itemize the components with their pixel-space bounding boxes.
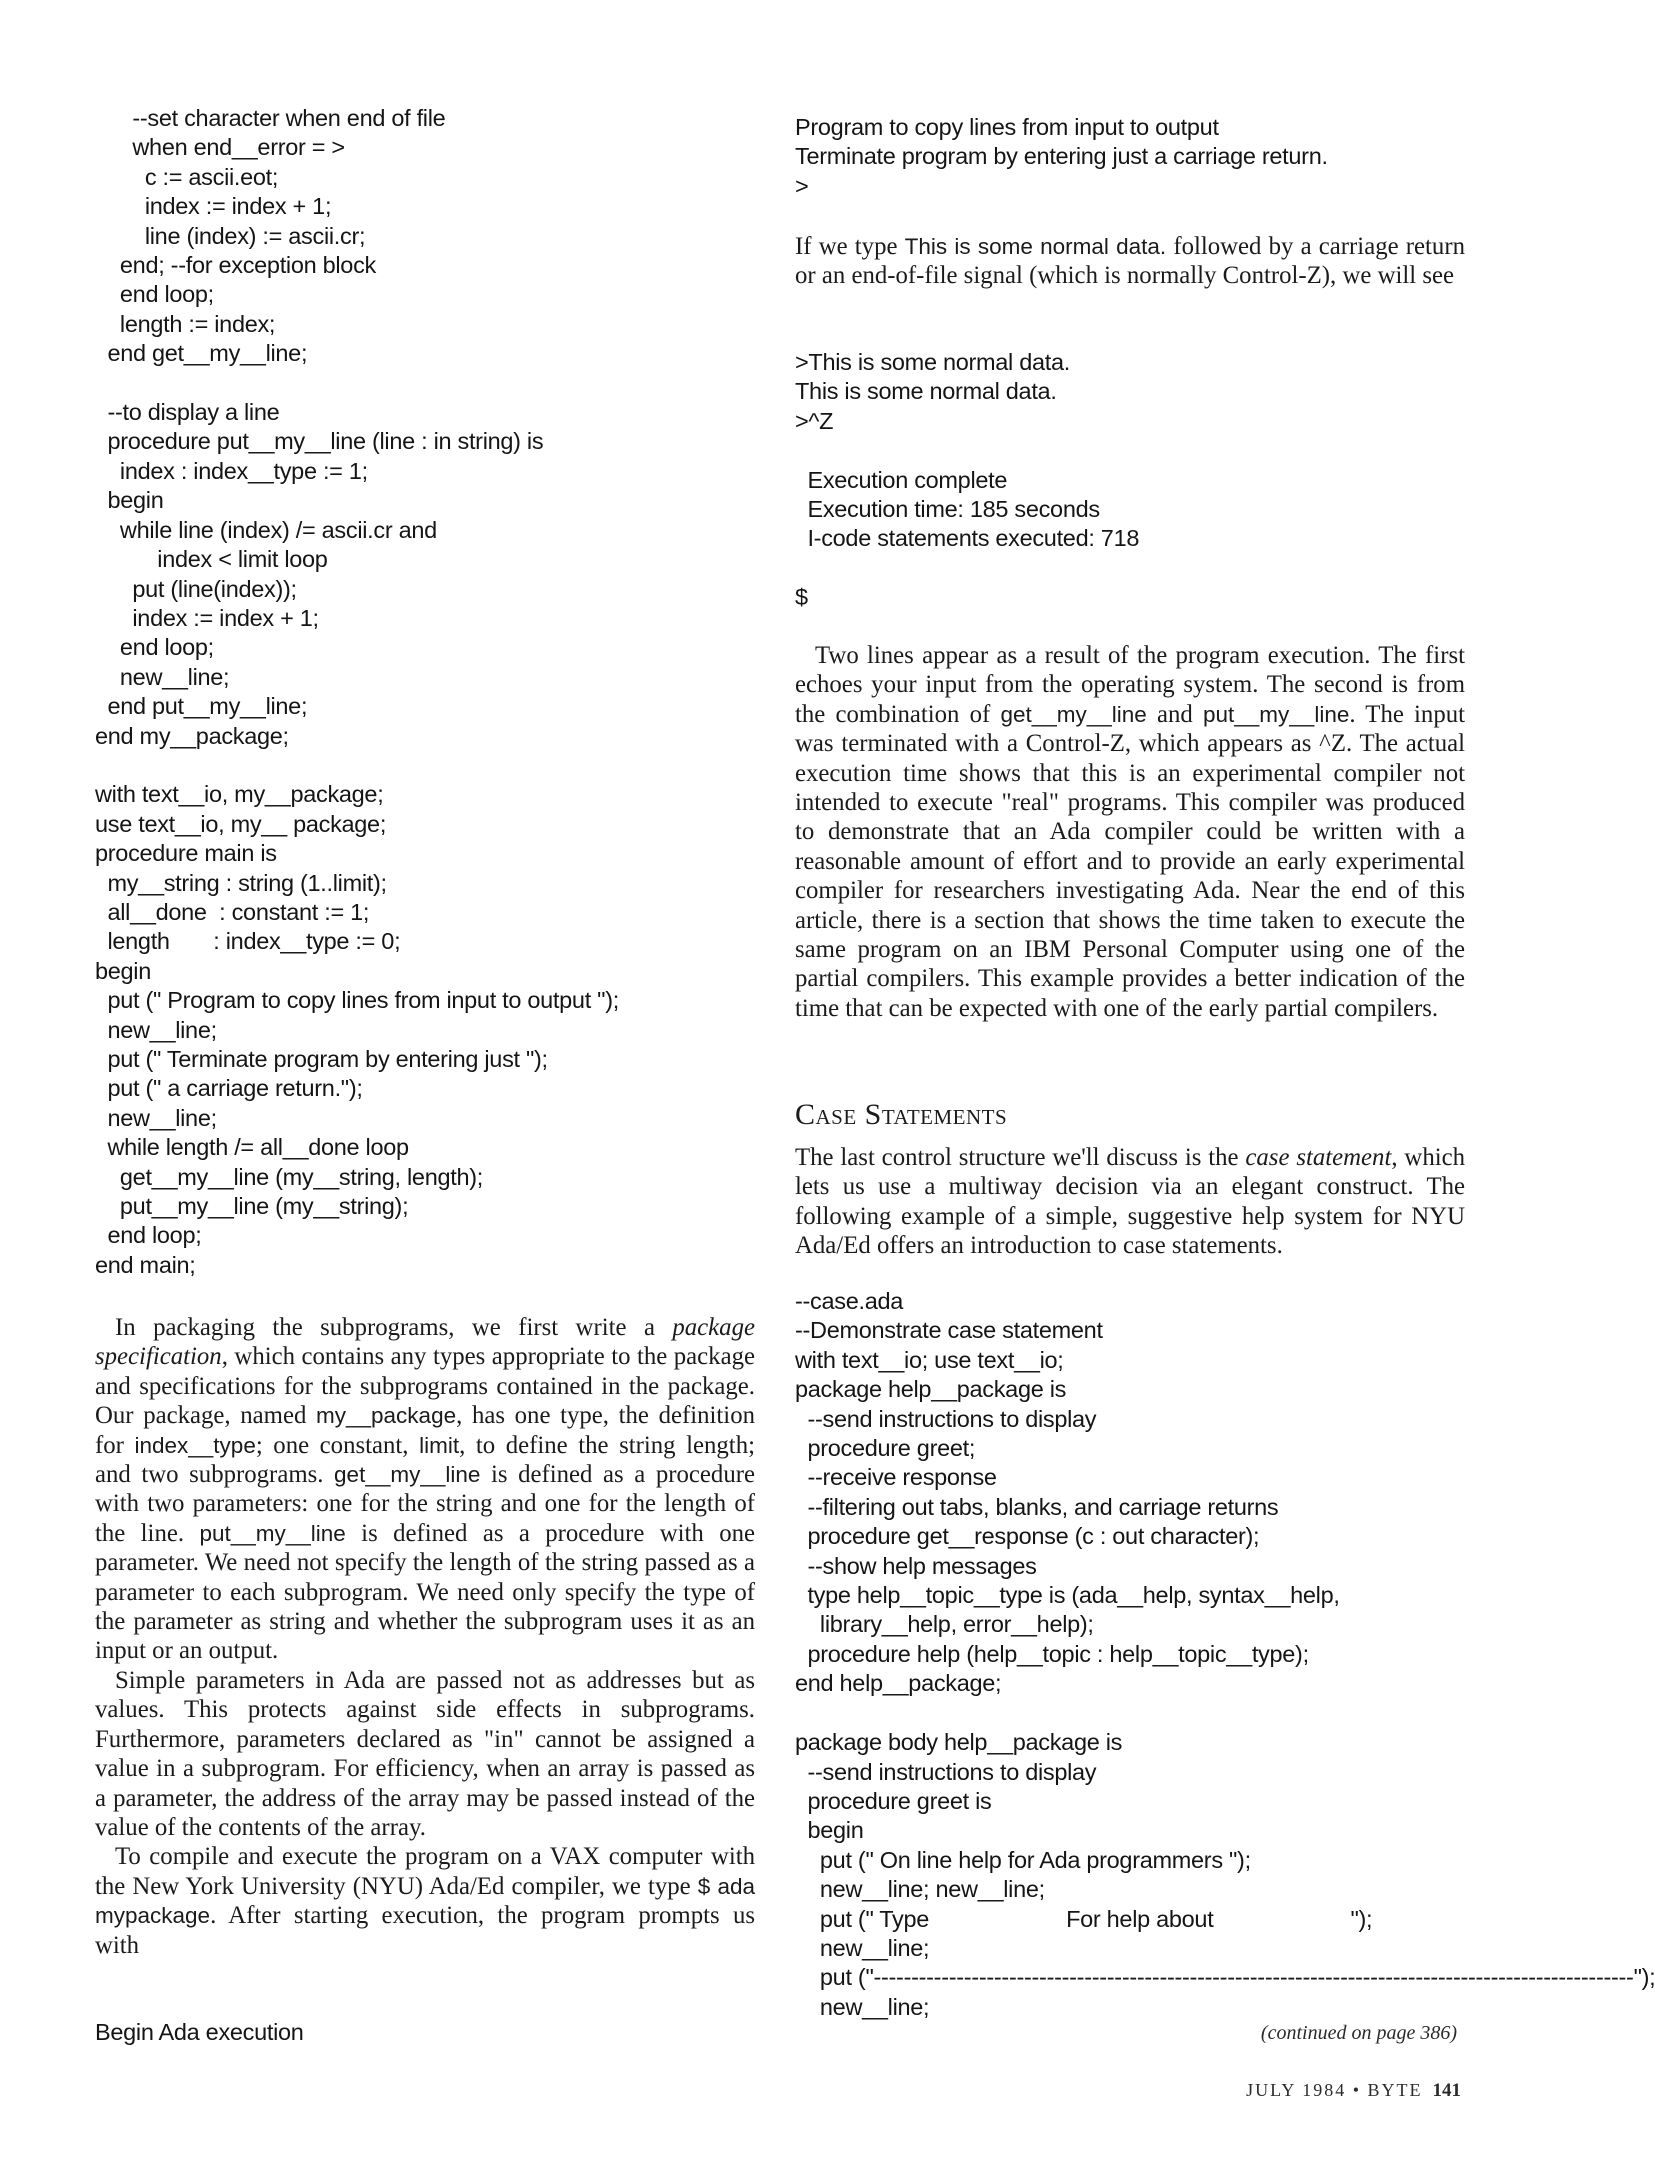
code-program-prompt: Program to copy lines from input to output Terminate program by entering just a carriage return. > — [795, 114, 1328, 199]
paragraph-if-we-type: If we type This is some normal data. followed by a carriage return or an end-of-file signal (which is normally Control-Z), we will see — [795, 233, 1465, 290]
page-footer — [1246, 2080, 1461, 2102]
code-listing-my-package: --set character when end of file when end__error = > c := ascii.eot; index := index + 1; line (index) := ascii.cr; end; --for exception block end loop; length := index; end get__my__line; --to display a line procedure put__my__line (line : in string) is index : index__type := 1; begin while line (index) /= ascii.cr and index < limit loop put (line(index)); index := index + 1; end loop; new__line; end put__my__line; end my__package; with text__io, my__package; use text__io, my__ package; procedure main is my__string : string (1..limit); all__done : constant := 1; length : index__type := 0; begin put (" Program to copy lines from input to output "); new__line; put (" Terminate program by entering just "); put (" a carriage return."); new__line; while length /= all__done loop get__my__line (my__string, length); put__my__line (my__string); end loop; end main; — [95, 105, 619, 1278]
paragraph-two-lines-appear: Two lines appear as a result of the program execution. The first echoes your input from the operating system. The second is from the combination of get__my__line and put__my__line. The input was terminated with a Control-Z, which appears as ^Z. The actual execution time shows that this is an experimental compiler not intended to execute "real" programs. This compiler was produced to demonstrate that an Ada compiler could be written with a reasonable amount of effort and to provide an early experimental compiler for researchers investigating Ada. Near the end of this article, there is a section that shows the time taken to execute the same program on an IBM Personal Computer using one of the partial compilers. This example provides a better indication of the time that can be expected with one of the early partial compilers. — [795, 642, 1465, 1022]
code-listing-case-ada: --case.ada --Demonstrate case statement with text__io; use text__io; package help__package is --send instructions to display procedure greet; --receive response --filtering out tabs, blanks, and carriage returns procedure get__response (c : out character); --show help messages type help__topic__type is (ada__help, syntax__help, library__help, error__help); procedure help (help__topic : help__topic__type); end help__package; package body help__package is --send instructions to display procedure greet is begin put (" On line help for Ada programmers "); new__line; new__line; put (" Type For help about "); new__line; put ("-----------------------------------------------------------------------------------------------------"); new__line; — [795, 1288, 1655, 2020]
page-number: 141 — [1432, 2080, 1461, 2101]
code-execution-output: >This is some normal data. This is some normal data. >^Z Execution complete Execution time: 185 seconds I-code statements executed: 718 $ — [795, 349, 1140, 611]
code-begin-execution: Begin Ada execution — [95, 2019, 304, 2045]
article-text-left — [95, 1313, 755, 1960]
paragraph-package-spec: In packaging the subprograms, we first write a package specification, which contains any types appropriate to the package and specifications for the subprograms contained in the package. Our package, named my__package, has one type, the definition for index__type; one constant, limit, to define the string length; and two subprograms. get__my__line is defined as a procedure with two parameters: one for the string and one for the length of the line. put__my__line is defined as a procedure with one parameter. We need not specify the length of the string passed as a parameter to each subprogram. We need only specify the type of the parameter as string and whether the subprogram uses it as an input or an output. — [95, 1314, 756, 1665]
paragraph-simple-parameters: Simple parameters in Ada are passed not as addresses but as values. This protects against side effects in subprograms. Furthermore, parameters declared as "in" cannot be assigned a value in a subprogram. For efficiency, when an array is passed as a parameter, the address of the array may be passed instead of the value of the contents of the array. — [95, 1666, 755, 1841]
paragraph-case-statement-intro: The last control structure we'll discuss is the case statement, which lets us use a multiway decision via an elegant construct. The following example of a simple, suggestive help system for NYU Ada/Ed offers an introduction to case statements. — [795, 1144, 1466, 1260]
continued-note: (continued on page 386) — [1260, 2022, 1457, 2044]
paragraph-compile-execute: To compile and execute the program on a VAX computer with the New York University (NYU) Ada/Ed compiler, we type $ ada mypackage. After starting execution, the program prompts us with — [95, 1843, 755, 1959]
footer-issue: JULY 1984 • BYTE — [1246, 2080, 1423, 2100]
section-heading-case-statements: Case Statements — [795, 1098, 1008, 1131]
